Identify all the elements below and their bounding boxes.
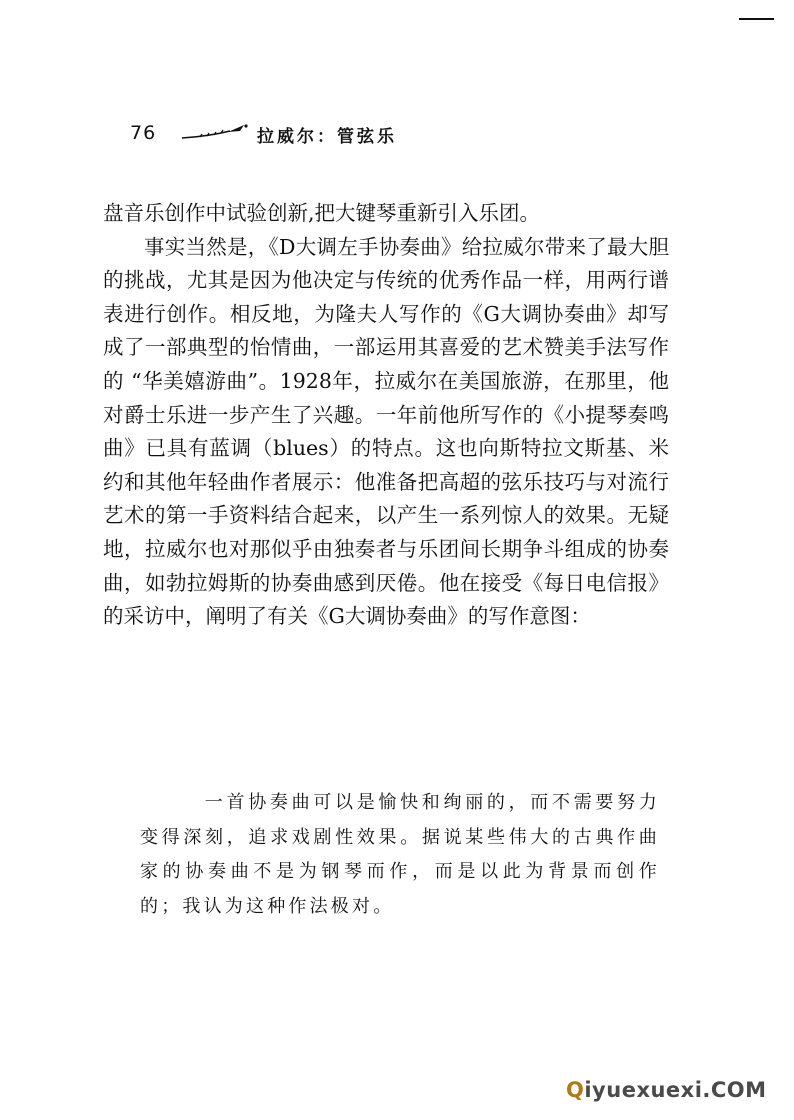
pen-flourish-icon — [180, 122, 250, 144]
watermark-text: iyuexuexi.COM — [584, 1078, 767, 1102]
paragraph: 事实当然是，《D大调左手协奏曲》给拉威尔带来了最大胆的挑战，尤其是因为他决定与传统的优秀作品一样，用两行谱表进行创作。相反地，为隆夫人写作的《G大调协奏曲》却写成了一部典型的怡情曲，一部运用其喜爱的艺术赞美手法写作的 “华美嬉游曲”。1928年，拉威尔在美国旅游，在那里，他对爵士乐进一步产生了兴趣。一年前他所写作的《小提琴奏鸣曲》已具有蓝调（blues）的特点。这也向斯特拉文斯基、米约和其他年轻曲作者展示：他准备把高超的弦乐技巧与对流行艺术的第一手资料结合起来，以产生一系列惊人的效果。无疑地，拉威尔也对那似乎由独奏者与乐团间长期争斗组成的协奏曲，如勃拉姆斯的协奏曲感到厌倦。他在接受《每日电信报》的采访中，阐明了有关《G大调协奏曲》的写作意图： — [103, 234, 669, 629]
running-title: 拉威尔：管弦乐 — [257, 127, 397, 147]
paragraph-continuation: 盘音乐创作中试验创新,把大键琴重新引入乐团。 — [103, 201, 541, 225]
body-text — [103, 197, 669, 634]
quote-text: 一首协奏曲可以是愉快和绚丽的，而不需要努力变得深刻，追求戏剧性效果。据说某些伟大的古典作曲家的协奏曲不是为钢琴而作，而是以此为背景而创作的；我认为这种作法极对。 — [140, 792, 660, 917]
page-number: 76 — [130, 122, 157, 144]
running-head — [130, 122, 490, 152]
corner-rule — [739, 18, 774, 20]
watermark-initial: Q — [566, 1078, 585, 1102]
block-quote — [140, 786, 660, 924]
watermark — [566, 1078, 767, 1102]
